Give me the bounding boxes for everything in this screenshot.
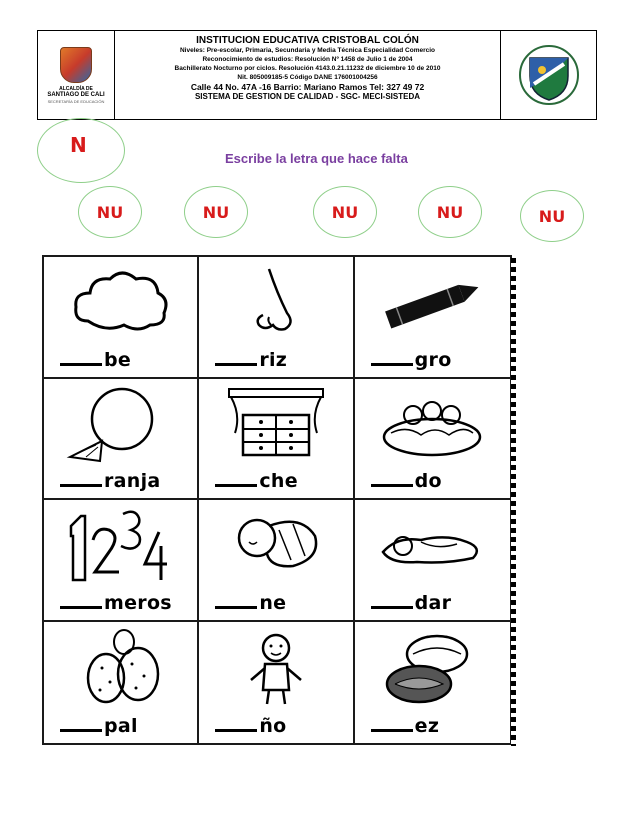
institution-title: INSTITUCION EDUCATIVA CRISTOBAL COLÓN	[196, 35, 419, 46]
header-levels: Niveles: Pre-escolar, Primaria, Secundaria y Media Técnica Especialidad Comercio	[179, 47, 436, 54]
word-item	[60, 349, 131, 371]
word-suffix: ranja	[104, 470, 161, 492]
syllable-circle: NU	[520, 190, 584, 242]
blank-line[interactable]	[371, 729, 413, 732]
header-text-block	[115, 31, 501, 119]
blank-line[interactable]	[60, 363, 102, 366]
walnut-icon	[377, 628, 487, 708]
blank-line[interactable]	[60, 484, 102, 487]
crayon-icon	[377, 263, 487, 343]
orange-icon	[66, 385, 176, 465]
word-suffix: dar	[414, 591, 452, 614]
header-nit: Nit. 805009185-5 Código DANE 176001004256	[237, 74, 378, 81]
syllable-circle: NU	[418, 186, 482, 238]
word-suffix: meros	[104, 591, 172, 614]
word-suffix: pal	[104, 715, 138, 737]
numbers-icon	[63, 506, 173, 586]
header-system: SISTEMA DE GESTION DE CALIDAD - SGC- MECI-SISTEDA	[194, 92, 421, 101]
alcaldia-line2: SANTIAGO DE CALI	[47, 91, 105, 98]
syllable-circle: NU	[78, 186, 142, 238]
worksheet-cell	[199, 257, 354, 379]
word-item	[371, 470, 442, 492]
word-item	[215, 349, 287, 371]
worksheet-cell	[199, 500, 354, 622]
word-item	[215, 470, 298, 492]
worksheet-cell	[355, 379, 510, 501]
word-suffix: ne	[259, 591, 287, 614]
worksheet-cell	[199, 622, 354, 744]
word-suffix: be	[104, 348, 132, 371]
chest-of-drawers-icon	[221, 385, 331, 465]
blank-line[interactable]	[215, 484, 257, 487]
word-suffix: che	[259, 470, 298, 492]
word-item	[371, 349, 452, 371]
word-suffix: gro	[414, 348, 452, 371]
nest-icon	[377, 385, 487, 465]
word-item	[60, 592, 172, 614]
blank-line[interactable]	[215, 606, 257, 609]
cactus-icon	[66, 628, 176, 708]
worksheet-cell	[44, 379, 199, 501]
blank-line[interactable]	[60, 606, 102, 609]
cali-shield-icon	[60, 47, 92, 83]
header-recognition: Reconocimiento de estudios: Resolución Nº 1458 de Julio 1 de 2004	[202, 56, 413, 63]
worksheet-grid	[42, 255, 512, 745]
word-suffix: ez	[414, 715, 440, 737]
blank-line[interactable]	[215, 363, 257, 366]
blank-line[interactable]	[371, 606, 413, 609]
blank-line[interactable]	[215, 729, 257, 732]
word-suffix: ño	[259, 715, 287, 737]
instruction-text: Escribe la letra que hace falta	[225, 151, 408, 166]
worksheet-cell	[355, 257, 510, 379]
worksheet-cell	[199, 379, 354, 501]
blank-line[interactable]	[60, 729, 102, 732]
alcaldia-line3: SECRETARÍA DE EDUCACIÓN	[47, 98, 105, 104]
syllable-circle: NU	[313, 186, 377, 238]
worksheet-cell	[44, 257, 199, 379]
letter-circle: N	[37, 118, 125, 183]
alcaldia-logo	[38, 31, 115, 119]
cloud-icon	[66, 263, 176, 343]
header-bachillerato: Bachillerato Nocturno por ciclos. Resolución 4143.0.21.11232 de diciembre 10 de 2010	[174, 65, 441, 72]
blank-line[interactable]	[371, 363, 413, 366]
baby-icon	[221, 506, 331, 586]
institution-header	[37, 30, 597, 120]
worksheet-cell	[355, 622, 510, 744]
school-shield-icon	[518, 44, 580, 106]
baby-sleeping-icon	[377, 506, 487, 586]
word-item	[215, 592, 286, 614]
child-icon	[221, 628, 331, 708]
word-suffix: do	[414, 470, 442, 492]
perforated-edge	[511, 258, 516, 746]
word-suffix: riz	[259, 348, 288, 371]
worksheet-cell	[44, 622, 199, 744]
nose-icon	[221, 263, 331, 343]
syllable-circle: NU	[184, 186, 248, 238]
school-logo	[501, 31, 596, 119]
word-item	[371, 715, 440, 737]
word-item	[215, 715, 286, 737]
worksheet-cell	[44, 500, 199, 622]
worksheet-cell	[355, 500, 510, 622]
header-address: Calle 44 No. 47A -16 Barrio: Mariano Ramos Tel: 327 49 72	[190, 82, 425, 92]
word-item	[60, 470, 161, 492]
alcaldia-line1: ALCALDÍA DE	[59, 85, 93, 92]
word-item	[371, 592, 452, 614]
word-item	[60, 715, 138, 737]
blank-line[interactable]	[371, 484, 413, 487]
